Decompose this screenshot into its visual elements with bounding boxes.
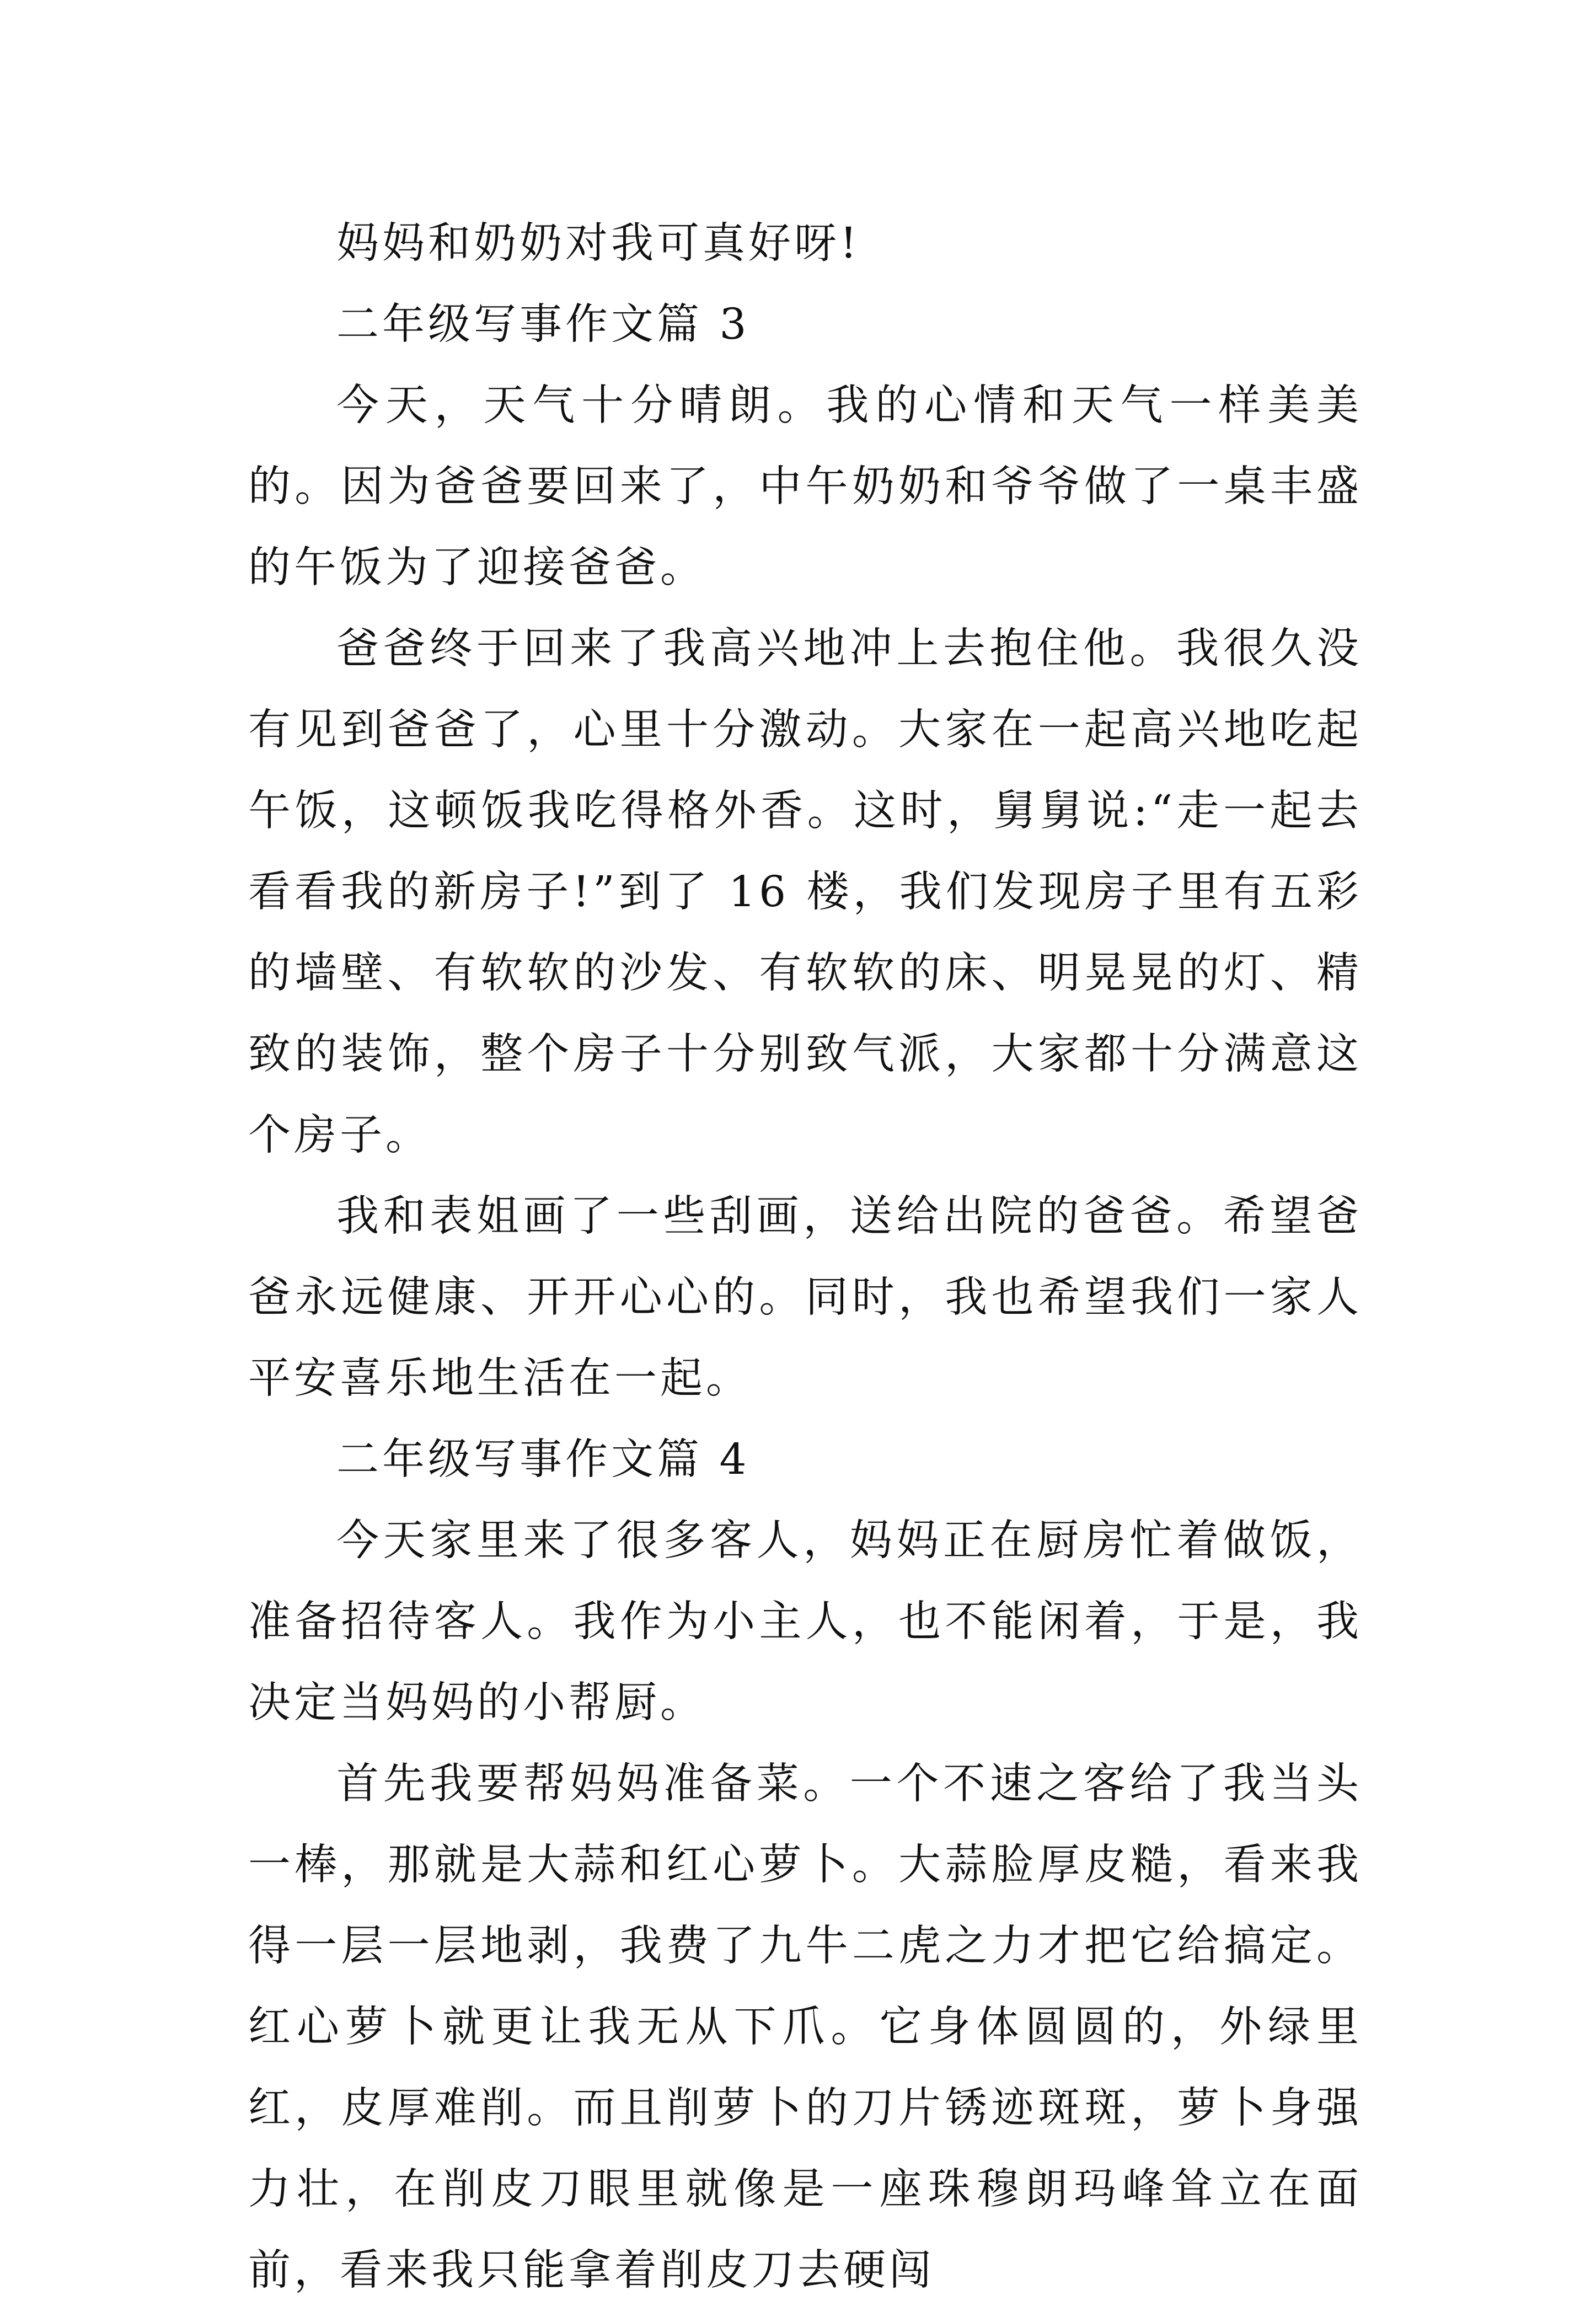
closing-line: 妈妈和奶奶对我可真好呀! <box>336 219 860 268</box>
section-heading-3: 二年级写事作文篇 3 <box>336 300 750 349</box>
paragraph: 今天，天气十分晴朗。我的心情和天气一样美美的。因为爸爸要回来了，中午奶奶和爷爷做了一桌丰盛的午饭为了迎接爸爸。 <box>248 381 1362 592</box>
section-heading-4: 二年级写事作文篇 4 <box>336 1435 750 1484</box>
paragraph: 爸爸终于回来了我高兴地冲上去抱住他。我很久没有见到爸爸了，心里十分激动。大家在一起高兴地吃起午饭，这顿饭我吃得格外香。这时，舅舅说:“走一起去看看我的新房子!”到了 16 楼，我们发现房子里有五彩的墙壁、有软软的沙发、有软软的床、明晃晃的灯、精致的装饰，整个房子十分别致气派，大家都十分满意这个房子。 <box>248 624 1362 1160</box>
document-body <box>248 203 1362 2311</box>
paragraph: 我和表姐画了一些刮画，送给出院的爸爸。希望爸爸永远健康、开开心心的。同时，我也希望我们一家人平安喜乐地生活在一起。 <box>248 1192 1362 1403</box>
paragraph: 今天家里来了很多客人，妈妈正在厨房忙着做饭，准备招待客人。我作为小主人，也不能闲着，于是，我决定当妈妈的小帮厨。 <box>248 1516 1362 1727</box>
paragraph: 首先我要帮妈妈准备菜。一个不速之客给了我当头一棒，那就是大蒜和红心萝卜。大蒜脸厚皮糙，看来我得一层一层地剥，我费了九牛二虎之力才把它给搞定。红心萝卜就更让我无从下爪。它身体圆圆的，外绿里红，皮厚难削。而且削萝卜的刀片锈迹斑斑，萝卜身强力壮，在削皮刀眼里就像是一座珠穆朗玛峰耸立在面前，看来我只能拿着削皮刀去硬闯 <box>248 1759 1362 2295</box>
